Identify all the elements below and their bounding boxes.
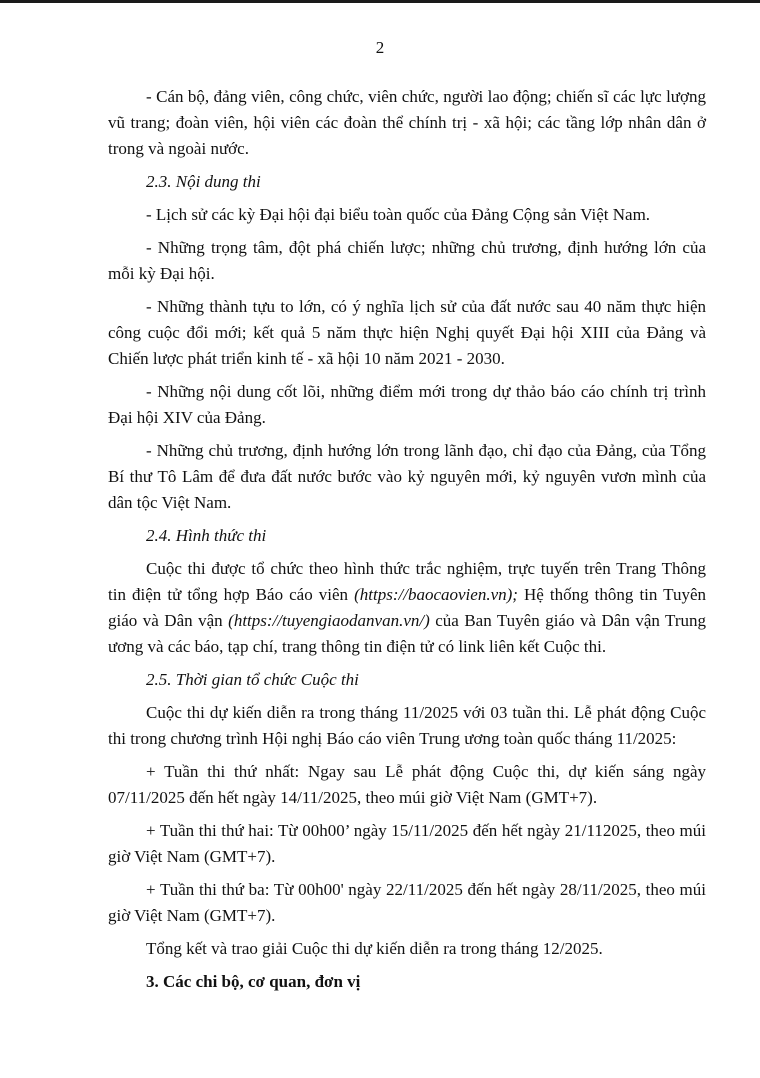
paragraph-week-3: + Tuần thi thứ ba: Từ 00h00' ngày 22/11/2025 đến hết ngày 28/11/2025, theo múi giờ Việt Nam (GMT+7).: [108, 880, 706, 925]
page-number: 2: [375, 38, 385, 57]
document-body: [108, 84, 706, 1002]
format-text-a: Cuộc thi được tổ chức theo hình thức trắc nghiệm, trực tuyến trên Trang Thông tin điện tử tổng hợp Báo cáo viên: [108, 559, 706, 604]
paragraph-week-1: + Tuần thi thứ nhất: Ngay sau Lễ phát động Cuộc thi, dự kiến sáng ngày 07/11/2025 đến hết ngày 14/11/2025, theo múi giờ Việt Nam (GMT+7).: [108, 762, 706, 807]
paragraph-week-2: + Tuần thi thứ hai: Từ 00h00’ ngày 15/11/2025 đến hết ngày 21/112025, theo múi giờ Việt Nam (GMT+7).: [108, 821, 706, 866]
section-heading-2-5: 2.5. Thời gian tổ chức Cuộc thi: [146, 670, 359, 689]
paragraph-content-strategy: - Những trọng tâm, đột phá chiến lược; những chủ trương, định hướng lớn của mỗi kỳ Đại hội.: [108, 238, 706, 283]
format-text-c: của Ban Tuyên giáo và Dân vận Trung ương và các báo, tạp chí, trang thông tin điện tử có link liên kết Cuộc thi.: [108, 611, 706, 656]
page-top-border: [0, 0, 760, 3]
link-baocaovien[interactable]: (https://baocaovien.vn);: [354, 585, 518, 604]
format-text-b: Hệ thống thông tin Tuyên giáo và Dân vận: [108, 585, 706, 630]
paragraph-content-draft-report: - Những nội dung cốt lõi, những điểm mới trong dự thảo báo cáo chính trị trình Đại hội XIV của Đảng.: [108, 382, 706, 427]
paragraph-schedule: Cuộc thi dự kiến diễn ra trong tháng 11/2025 với 03 tuần thi. Lễ phát động Cuộc thi trong chương trình Hội nghị Báo cáo viên Trung ương toàn quốc tháng 11/2025:: [108, 703, 706, 748]
section-heading-2-4: 2.4. Hình thức thi: [146, 526, 267, 545]
paragraph-contest-format: [108, 556, 706, 660]
section-heading-3: 3. Các chi bộ, cơ quan, đơn vị: [146, 972, 361, 991]
paragraph-content-history: - Lịch sử các kỳ Đại hội đại biểu toàn quốc của Đảng Cộng sản Việt Nam.: [146, 205, 651, 224]
paragraph-participants: - Cán bộ, đảng viên, công chức, viên chức, người lao động; chiến sĩ các lực lượng vũ trang; đoàn viên, hội viên các đoàn thể chính trị - xã hội; các tầng lớp nhân dân ở trong và ngoài nước.: [108, 87, 706, 158]
paragraph-content-new-era: - Những chủ trương, định hướng lớn trong lãnh đạo, chỉ đạo của Đảng, của Tổng Bí thư Tô Lâm để đưa đất nước bước vào kỷ nguyên mới, kỷ nguyên vươn mình của dân tộc Việt Nam.: [108, 441, 706, 512]
link-tuyengiaodanvan[interactable]: (https://tuyengiaodanvan.vn/): [228, 611, 430, 630]
section-heading-2-3: 2.3. Nội dung thi: [146, 172, 261, 191]
paragraph-content-achievements: - Những thành tựu to lớn, có ý nghĩa lịch sử của đất nước sau 40 năm thực hiện công cuộc đổi mới; kết quả 5 năm thực hiện Nghị quyết Đại hội XIII của Đảng và Chiến lược phát triển kinh tế - xã hội 10 năm 2021 - 2030.: [108, 297, 706, 368]
paragraph-awards: Tổng kết và trao giải Cuộc thi dự kiến diễn ra trong tháng 12/2025.: [146, 939, 603, 958]
